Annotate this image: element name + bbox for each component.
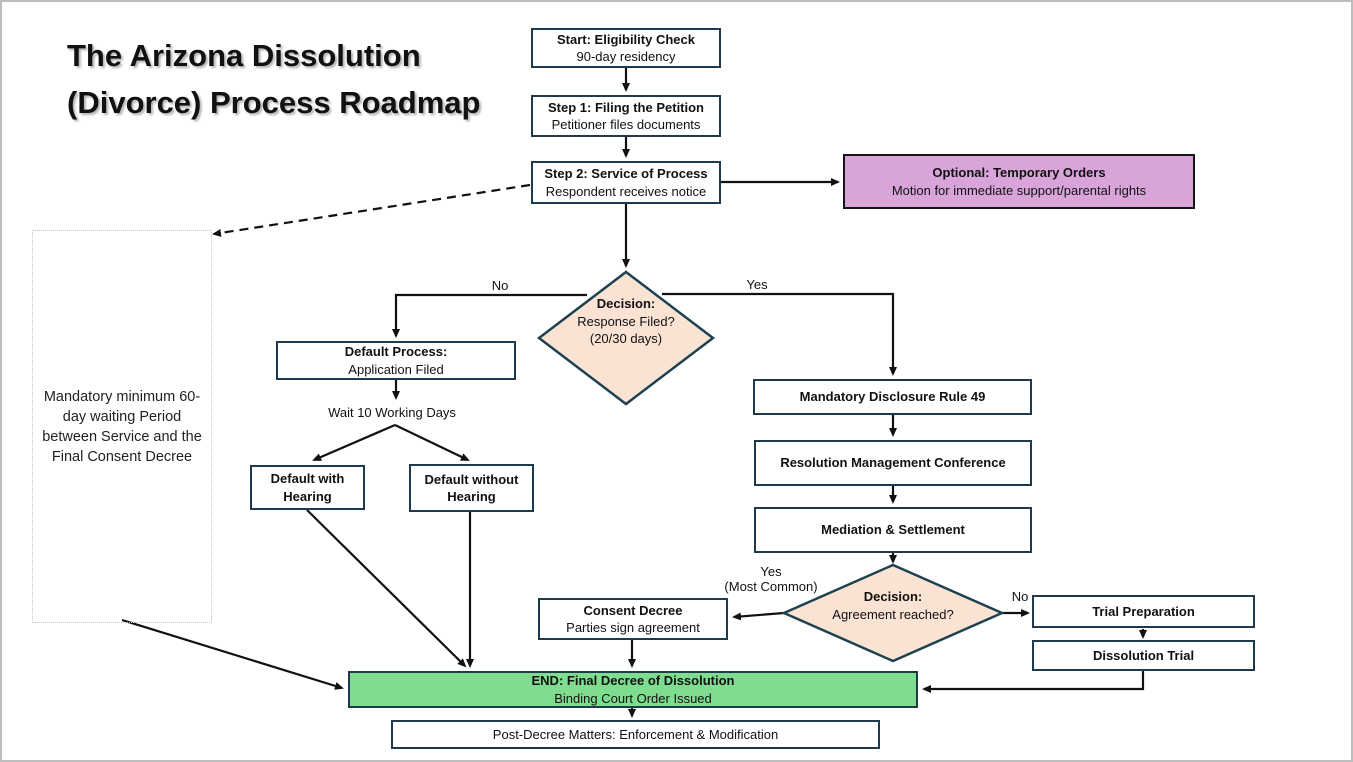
- node-consent-decree: [538, 598, 728, 640]
- node-trial-preparation: [1032, 595, 1255, 628]
- node-default-with-hearing: [250, 465, 365, 510]
- node-step1-title: Step 1: Filing the Petition: [548, 99, 704, 115]
- decision-response-subtitle: Response Filed? (20/30 days): [577, 313, 675, 346]
- node-consent-decree-subtitle: Parties sign agreement: [566, 620, 700, 635]
- node-dissolution-trial: [1032, 640, 1255, 671]
- node-end: [348, 671, 918, 708]
- node-resolution-conference-title: Resolution Management Conference: [780, 455, 1006, 471]
- node-default-process-title: Default Process:: [344, 344, 448, 360]
- node-step2-title: Step 2: Service of Process: [544, 166, 708, 182]
- node-temporary-orders-subtitle: Motion for immediate support/parental rights: [891, 182, 1147, 198]
- arrow-wait-to-default-without-hearing: [395, 425, 468, 460]
- edge-label-agreement-yes-line1: Yes: [760, 564, 782, 579]
- waiting-note-box: [32, 230, 212, 623]
- edge-label-agreement-yes-line2: (Most Common): [724, 579, 818, 594]
- decision-agreement-subtitle: Agreement reached?: [832, 606, 954, 622]
- node-post-decree-title: Post-Decree Matters: Enforcement & Modification: [492, 726, 779, 742]
- arrow-wait-to-default-with-hearing: [314, 425, 395, 460]
- dashed-arrow-step2-to-waiting-note: [214, 185, 530, 234]
- arrow-dissolution-trial-to-end: [924, 671, 1143, 689]
- decision-agreement-title: Decision:: [863, 589, 923, 604]
- decision-agreement-text: [830, 588, 956, 623]
- node-step1-subtitle: Petitioner files documents: [551, 117, 701, 132]
- node-default-process: [276, 341, 516, 380]
- node-mandatory-disclosure: [753, 379, 1032, 415]
- node-step1: [531, 95, 721, 137]
- node-default-without-hearing: [409, 464, 534, 512]
- page-title: The Arizona Dissolution (Divorce) Process Roadmap: [67, 38, 481, 120]
- node-mediation: [754, 507, 1032, 553]
- node-start-subtitle: 90-day residency: [576, 49, 676, 64]
- edge-label-agreement-no: No: [1011, 589, 1029, 604]
- waiting-note-text: Mandatory minimum 60-day waiting Period between Service and the Final Consent Decree: [42, 388, 202, 465]
- node-start-title: Start: Eligibility Check: [557, 31, 695, 47]
- arrow-waiting-note-to-end: [122, 620, 342, 688]
- node-step2-subtitle: Respondent receives notice: [545, 183, 707, 199]
- arrow-agreement-yes-to-consent-decree: [734, 613, 784, 617]
- edge-label-response-no: No: [491, 278, 509, 293]
- node-temporary-orders-title: Optional: Temporary Orders: [932, 165, 1106, 181]
- edge-label-wait: Wait 10 Working Days: [328, 405, 456, 420]
- node-consent-decree-title: Consent Decree: [583, 602, 683, 618]
- node-step2: [531, 161, 721, 204]
- node-dissolution-trial-title: Dissolution Trial: [1092, 647, 1195, 663]
- edge-label-response-yes: Yes: [746, 277, 768, 292]
- node-end-title: END: Final Decree of Dissolution: [531, 673, 735, 689]
- node-default-with-hearing-title: Default with Hearing: [270, 471, 345, 504]
- node-post-decree: [391, 720, 880, 749]
- arrow-default-with-hearing-to-end: [307, 510, 465, 666]
- node-default-without-hearing-title: Default without Hearing: [424, 471, 519, 504]
- node-resolution-conference: [754, 440, 1032, 486]
- node-trial-preparation-title: Trial Preparation: [1092, 603, 1195, 619]
- node-end-subtitle: Binding Court Order Issued: [554, 690, 712, 706]
- node-start: [531, 28, 721, 68]
- node-mediation-title: Mediation & Settlement: [821, 522, 965, 538]
- edge-label-agreement-yes: [716, 564, 826, 594]
- decision-response-text: [576, 295, 676, 348]
- node-default-process-subtitle: Application Filed: [348, 361, 444, 377]
- node-mandatory-disclosure-title: Mandatory Disclosure Rule 49: [799, 389, 986, 405]
- decision-response-title: Decision:: [596, 296, 656, 311]
- node-temporary-orders: [843, 154, 1195, 209]
